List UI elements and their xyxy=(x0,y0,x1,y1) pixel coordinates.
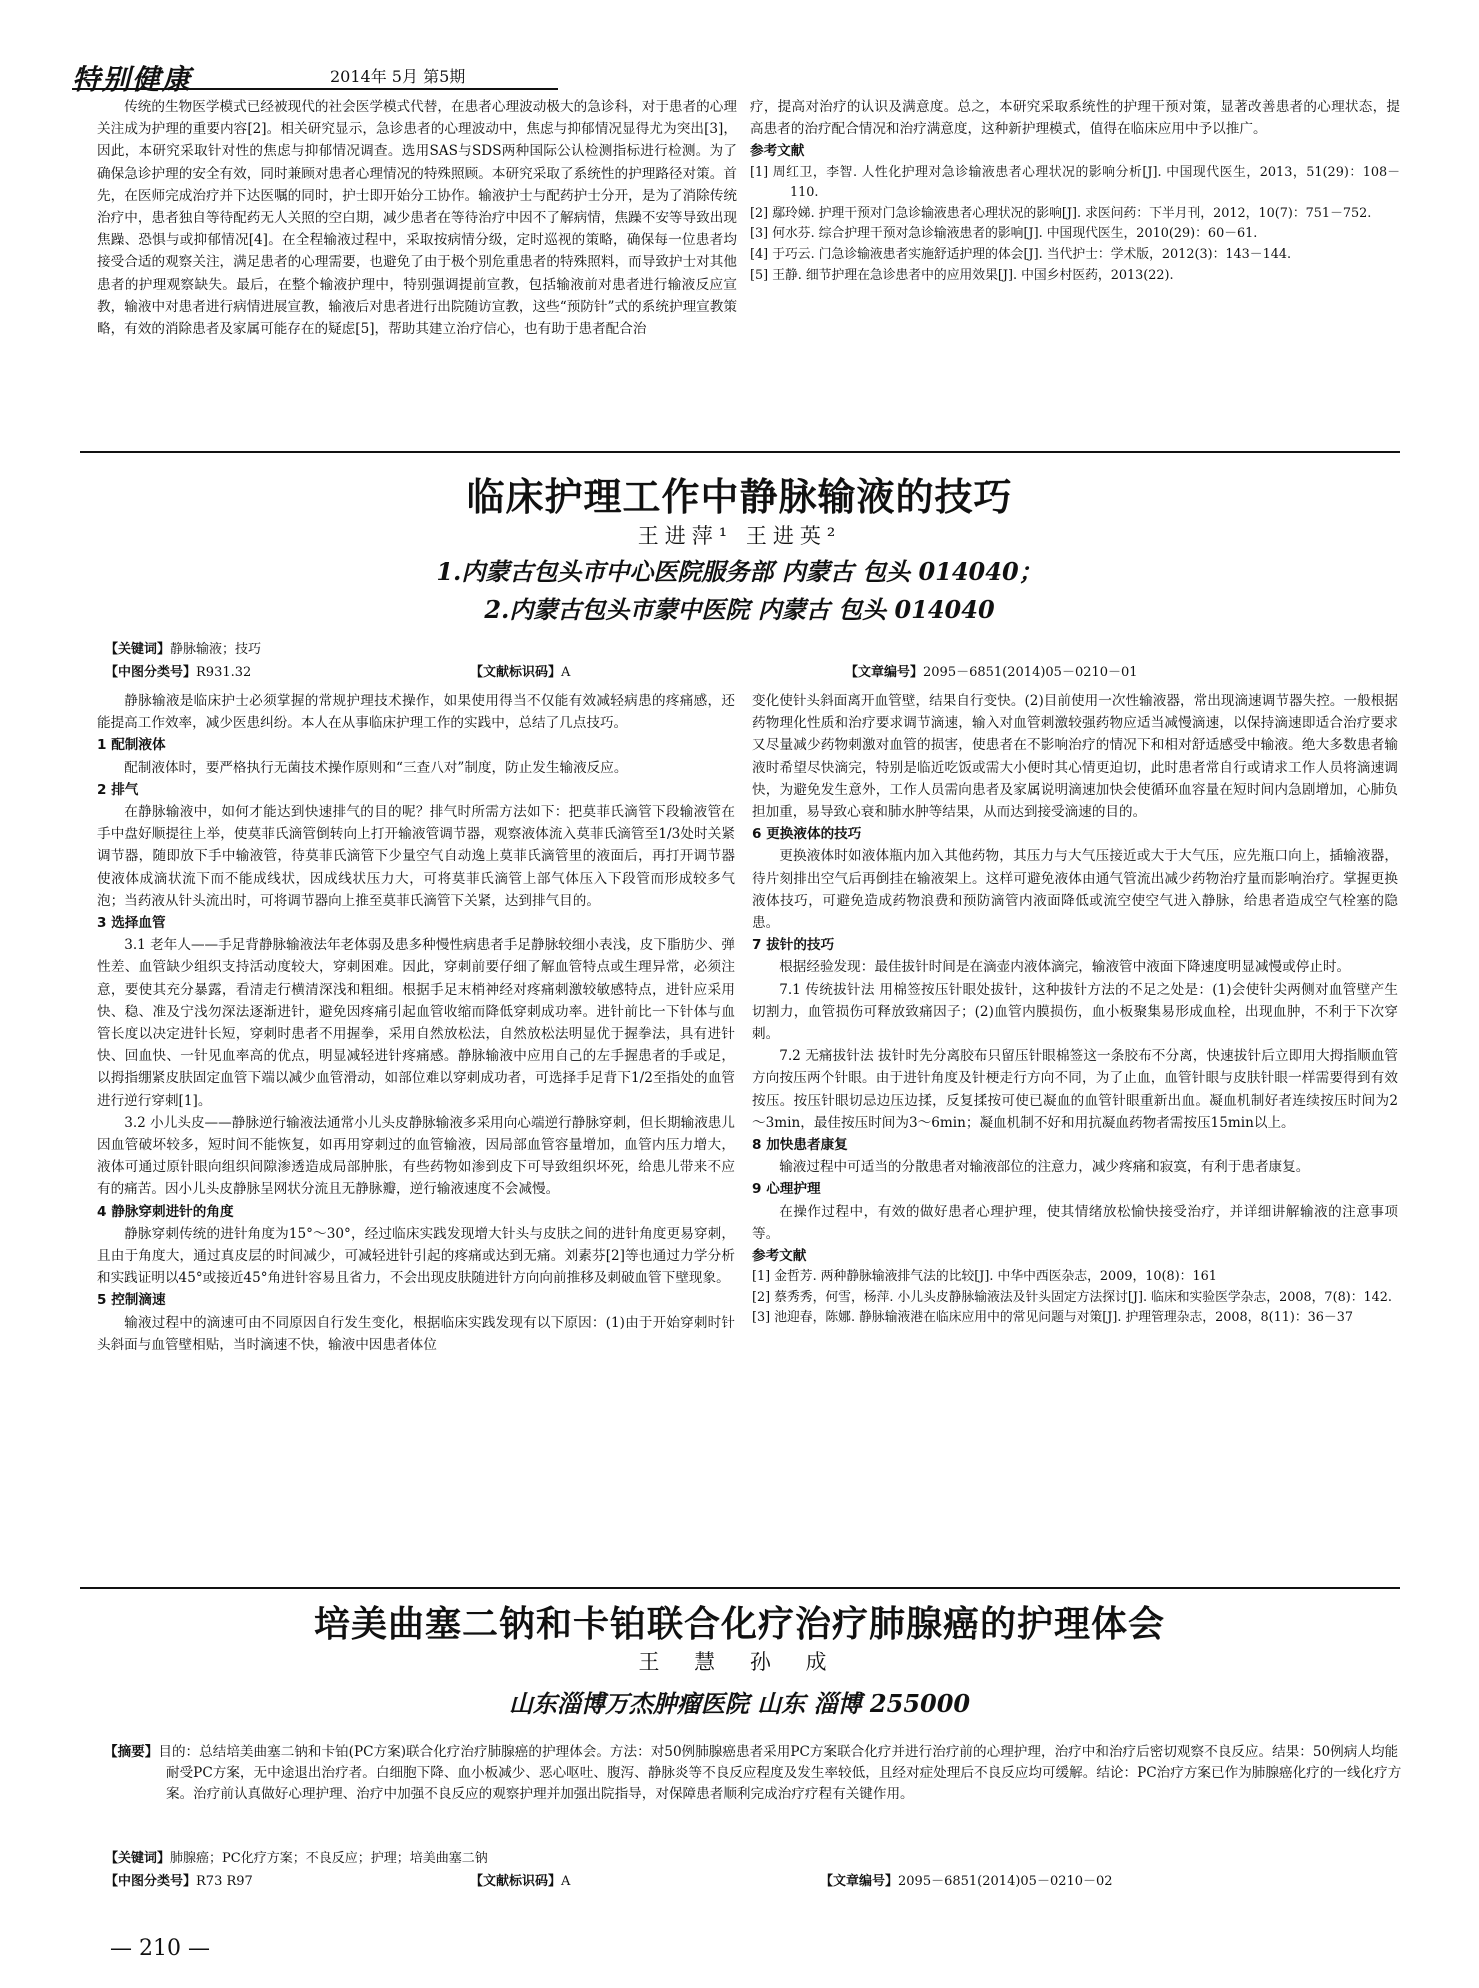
body-paragraph: 配制液体时，要严格执行无菌技术操作原则和“三查八对”制度，防止发生输液反应。 xyxy=(124,759,628,776)
reference-item: [2] 蔡秀秀，何雪，杨萍. 小儿头皮静脉输液法及针头固定方法探讨[J]. 临床和实验医学杂志，2008，7(8)：142. xyxy=(752,1289,1392,1305)
section-heading: 2 排气 xyxy=(97,781,139,798)
articleno-label: 【文章编号】 xyxy=(820,1874,899,1889)
article1-affiliation-2: 2.内蒙古包头市蒙中医院 内蒙古 包头 014040 xyxy=(484,595,995,624)
body-paragraph: 3.1 老年人——手足背静脉输液法年老体弱及患多种慢性病患者手足静脉较细小表浅，皮下脂肪少、弹性差、血管缺少组织支持活动度较大，穿刺困难。因此，穿刺前要仔细了解血管特点或生理异常，必须注意，要使其充分暴露，看清走行横清深浅和粗细。根据手足末梢神经对疼痛刺激较敏感特点，进针应采用快、稳、准及宁浅勿深法逐渐进针，避免因疼痛引起血管收缩而降低穿刺成功率。进针前比一下针体与血管长度以决定进针长短，穿刺时患者不用握拳，采用自然放松法，自然放松法明显优于握拳法，具有进针快、回血快、一针见血率高的优点，明显减轻进针疼痛感。静脉输液中应用自己的左手握患者的手或足，以拇指绷紧皮肤固定血管下端以减少血管滑动，如部位难以穿刺成功者，可选择手足背下1/2至指处的血管进行逆行穿刺[1]。 xyxy=(97,937,735,1109)
articleno-value: 2095－6851(2014)05－0210－01 xyxy=(923,665,1138,680)
section-heading: 9 心理护理 xyxy=(752,1181,821,1198)
abstract-label: 【摘要】 xyxy=(104,1744,159,1760)
body-paragraph: 静脉输液是临床护士必须掌握的常规护理技术操作，如果使用得当不仅能有效减轻病患的疼痛感，还能提高工作效率，减少医患纠纷。本人在从事临床护理工作的实践中，总结了几点技巧。 xyxy=(97,693,735,732)
body-paragraph: 在操作过程中，有效的做好患者心理护理，使其情绪放松愉快接受治疗，并详细讲解输液的注意事项等。 xyxy=(752,1203,1398,1242)
abstract-text: 目的：总结培美曲塞二钠和卡铂(PC方案)联合化疗治疗肺腺癌的护理体会。方法：对50例肺腺癌患者采用PC方案联合化疗并进行治疗前的心理护理，治疗中和治疗后密切观察不良反应。结果：50例病人均能耐受PC方案，无中途退出治疗者。白细胞下降、血小板减少、恶心呕吐、腹泻、静脉炎等不良反应程度及发生率较低，且经对症处理后不良反应均可缓解。结论：PC治疗方案已作为肺腺癌化疗的一线化疗方案。治疗前认真做好心理护理、治疗中加强不良反应的观察护理并加强出院指导，对保障患者顺利完成治疗疗程有关键作用。 xyxy=(158,1744,1402,1802)
section-heading: 参考文献 xyxy=(752,1248,807,1265)
article1-authors: 王进萍¹ 王进英² xyxy=(637,524,842,548)
clc-label: 【中图分类号】 xyxy=(105,665,197,680)
doccode-value: A xyxy=(561,665,571,680)
keywords-value: 静脉输液；技巧 xyxy=(170,642,262,657)
section-heading: 3 选择血管 xyxy=(97,915,166,932)
prev-reference-item: [4] 于巧云. 门急诊输液患者实施舒适护理的体会[J]. 当代护士：学术版，2012(3)：143－144. xyxy=(750,246,1292,262)
body-paragraph: 输液过程中的滴速可由不同原因自行发生变化，根据临床实践发现有以下原因：(1)由于开始穿刺时针头斜面与血管壁相贴，当时滴速不快，输液中因患者体位 xyxy=(97,1314,735,1353)
prev-reference-item: [1] 周红卫，李智. 人性化护理对急诊输液患者心理状况的影响分析[J]. 中国现代医生，2013，51(29)：108－110. xyxy=(750,164,1400,201)
body-paragraph: 变化使针头斜面离开血管壁，结果自行变快。(2)目前使用一次性输液器，常出现滴速调节器失控。一般根据药物理化性质和治疗要求调节滴速，输入对血管刺激较强药物应适当减慢滴速，以保持滴速即适合治疗要求又尽量减少药物刺激对血管的损害，使患者在不影响治疗的情况下和相对舒适感受中输液。绝大多数患者输液时希望尽快滴完，特别是临近吃饭或需大小便时其心情更迫切，此时患者常自行或请求工作人员将滴速调快，为避免发生意外，工作人员需向患者及家属说明滴速加快会使循环血容量在短时间内急剧增加，心肺负担加重，易导致心衰和肺水肿等结果，从而达到接受滴速的目的。 xyxy=(752,693,1398,821)
section-heading: 7 拔针的技巧 xyxy=(752,937,835,954)
prev-article-paragraph: 疗，提高对治疗的认识及满意度。总之，本研究采取系统性的护理干预对策，显著改善患者的心理状态，提高患者的治疗配合情况和治疗满意度，这种新护理模式，值得在临床应用中予以推广。 xyxy=(750,99,1400,138)
prev-article-left-column xyxy=(97,96,737,340)
doccode-label: 【文献标识码】 xyxy=(470,665,562,680)
doccode-value: A xyxy=(561,1874,571,1889)
body-paragraph: 根据经验发现：最佳拔针时间是在滴壶内液体滴完，输液管中液面下降速度明显减慢或停止时。 xyxy=(779,959,1351,976)
article1-left-column xyxy=(97,690,735,1356)
body-paragraph: 输液过程中可适当的分散患者对输液部位的注意力，减少疼痛和寂寞，有利于患者康复。 xyxy=(779,1159,1310,1176)
article1-articleno xyxy=(845,661,1138,680)
article2-articleno xyxy=(820,1870,1113,1889)
article2-title: 培美曲塞二钠和卡铂联合化疗治疗肺腺癌的护理体会 xyxy=(313,1604,1165,1645)
reference-item: [3] 池迎春，陈娜. 静脉输液港在临床应用中的常见问题与对策[J]. 护理管理杂志，2008，8(11)：36－37 xyxy=(752,1310,1354,1326)
body-paragraph: 更换液体时如液体瓶内加入其他药物，其压力与大气压接近或大于大气压，应先瓶口向上，插输液器，待片刻排出空气后再倒挂在输液架上。这样可避免液体由通气管流出减少药物治疗量而影响治疗。掌握更换液体技巧，可避免造成药物浪费和预防滴管内液面降低或流空使空气进入静脉，给患者造成空气栓塞的隐患。 xyxy=(752,848,1398,932)
body-paragraph: 静脉穿刺传统的进针角度为15°～30°，经过临床实践发现增大针头与皮肤之间的进针角度更易穿刺，且由于角度大，通过真皮层的时间减少，可减轻进针引起的疼痛或达到无痛。刘素芬[2]等也通过力学分析和实践证明以45°或接近45°角进针容易且省力，不会出现皮肤随进针方向向前推移及刺破血管下壁现象。 xyxy=(97,1225,735,1287)
clc-value: R73 R97 xyxy=(196,1874,253,1889)
clc-label: 【中图分类号】 xyxy=(105,1874,197,1889)
page-number: — 210 — xyxy=(110,1936,210,1961)
prev-reference-item: [2] 鄢玲娣. 护理干预对门急诊输液患者心理状况的影响[J]. 求医问药：下半月刊，2012，10(7)：751－752. xyxy=(750,205,1372,221)
section-divider xyxy=(80,451,1400,453)
prev-article-paragraph: 传统的生物医学模式已经被现代的社会医学模式代替，在患者心理波动极大的急诊科，对于患者的心理关注成为护理的重要内容[2]。相关研究显示，急诊患者的心理波动中，焦虑与抑郁情况显得尤为突出[3]，因此，本研究采取针对性的焦虑与抑郁情况调查。选用SAS与SDS两种国际公认检测指标进行检测。为了确保急诊护理的安全有效，同时兼顾对患者心理情况的特殊照顾。本研究采取了系统性的护理路径对策。首先，在医师完成治疗并下达医嘱的同时，护士即开始分工协作。输液护士与配药护士分开，是为了消除传统治疗中，患者独自等待配药无人关照的空白期，减少患者在等待治疗中因不了解病情，焦躁不安等导致出现焦躁、恐惧与或抑郁情况[4]。在全程输液过程中，采取按病情分级，定时巡视的策略，确保每一位患者均接受合适的观察关注，满足患者的心理需要，也避免了由于极个别危重患者的特殊照料，而导致护士对其他患者的护理观察缺失。最后，在整个输液护理中，特别强调提前宣教，包括输液前对患者进行输液反应宣教，输液中对患者进行病情进展宣教，输液后对患者进行出院随访宣教，这些“预防针”式的系统护理宣教策略，有效的消除患者及家属可能存在的疑虑[5]，帮助其建立治疗信心，也有助于患者配合治 xyxy=(97,99,737,338)
article1-title: 临床护理工作中静脉输液的技巧 xyxy=(466,475,1013,519)
article1-keywords xyxy=(105,638,261,657)
section-heading: 1 配制液体 xyxy=(97,737,166,754)
section-heading: 5 控制滴速 xyxy=(97,1292,166,1309)
section-heading: 8 加快患者康复 xyxy=(752,1137,848,1154)
article1-clc xyxy=(105,661,251,680)
article2-keywords xyxy=(105,1847,488,1866)
article1-doccode xyxy=(470,661,570,680)
article2-clc xyxy=(105,1870,253,1889)
journal-logo: 特别健康 xyxy=(72,63,193,96)
header-rule xyxy=(72,88,558,90)
articleno-label: 【文章编号】 xyxy=(845,665,924,680)
article1-affiliation-1: 1.内蒙古包头市中心医院服务部 内蒙古 包头 014040； xyxy=(436,557,1043,586)
section-heading: 6 更换液体的技巧 xyxy=(752,826,862,843)
body-paragraph: 7.2 无痛拔针法 拔针时先分离胶布只留压针眼棉签这一条胶布不分离，快速拔针后立即用大拇指顺血管方向按压两个针眼。由于进针角度及针梗走行方向不同，为了止血，血管针眼与皮肤针眼一样需要得到有效按压。按压针眼切忌边压边揉，反复揉按可使已凝血的血管针眼重新出血。凝血机制好者连续按压时间为2～3min，最佳按压时间为3～6min；凝血机制不好和用抗凝血药物者需按压15min以上。 xyxy=(752,1048,1398,1131)
section-divider xyxy=(80,1587,1400,1589)
article1-right-column xyxy=(752,690,1398,1329)
article2-abstract xyxy=(104,1742,1404,1805)
section-heading: 4 静脉穿刺进针的角度 xyxy=(97,1203,234,1220)
body-paragraph: 3.2 小儿头皮——静脉逆行输液法通常小儿头皮静脉输液多采用向心端逆行静脉穿刺，但长期输液患儿因血管破坏较多，短时间不能恢复，如再用穿刺过的血管输液，因局部血管容量增加，血管内压力增大，液体可通过原针眼向组织间隙渗透造成局部肿胀，有些药物如渗到皮下可导致组织坏死，给患儿带来不应有的痛苦。因小儿头皮静脉呈网状分流且无静脉瓣，逆行输液速度不会减慢。 xyxy=(97,1114,735,1198)
doccode-label: 【文献标识码】 xyxy=(470,1874,562,1889)
prev-reference-item: [5] 王静. 细节护理在急诊患者中的应用效果[J]. 中国乡村医药，2013(22). xyxy=(750,267,1174,283)
body-paragraph: 在静脉输液中，如何才能达到快速排气的目的呢？排气时所需方法如下：把莫菲氏滴管下段输液管在手中盘好顺提往上举，使莫菲氏滴管倒转向上打开输液管调节器，观察液体流入莫菲氏滴管至1/3处时关紧调节器，随即放下手中输液管，待莫菲氏滴管下少量空气自动逸上莫菲氏滴管里的液面后，再打开调节器使液体成滴状流下而不能成线状，因成线状压力大，可将莫菲氏滴管上部气体压入下段管而形成较多气泡；当药液从针头流出时，可将调节器向上推至莫菲氏滴管下关紧，达到排气目的。 xyxy=(97,804,735,909)
articleno-value: 2095－6851(2014)05－0210－02 xyxy=(898,1874,1113,1889)
article2-affiliation: 山东淄博万杰肿瘤医院 山东 淄博 255000 xyxy=(508,1689,971,1718)
prev-reference-item: [3] 何水芬. 综合护理干预对急诊输液患者的影响[J]. 中国现代医生，2010(29)：60－61. xyxy=(750,226,1258,242)
clc-value: R931.32 xyxy=(196,665,252,680)
reference-item: [1] 金哲芳. 两种静脉输液排气法的比较[J]. 中华中西医杂志，2009，10(8)：161 xyxy=(752,1269,1217,1285)
keywords-label: 【关键词】 xyxy=(105,1851,171,1866)
prev-refs-heading: 参考文献 xyxy=(750,143,805,160)
keywords-label: 【关键词】 xyxy=(105,642,171,657)
prev-article-right-column xyxy=(750,96,1400,286)
keywords-value: 肺腺癌；PC化疗方案；不良反应；护理；培美曲塞二钠 xyxy=(170,1851,488,1866)
article2-authors: 王 慧 孙 成 xyxy=(638,1650,841,1674)
body-paragraph: 7.1 传统拔针法 用棉签按压针眼处拔针，这种拔针方法的不足之处是：(1)会使针尖两侧对血管壁产生切割力，血管损伤可释放致痛因子；(2)血管内膜损伤，血小板聚集易形成血栓，出现血肿，不利于下次穿刺。 xyxy=(752,981,1398,1043)
issue-info: 2014年 5月 第5期 xyxy=(330,67,466,86)
article2-doccode xyxy=(470,1870,570,1889)
